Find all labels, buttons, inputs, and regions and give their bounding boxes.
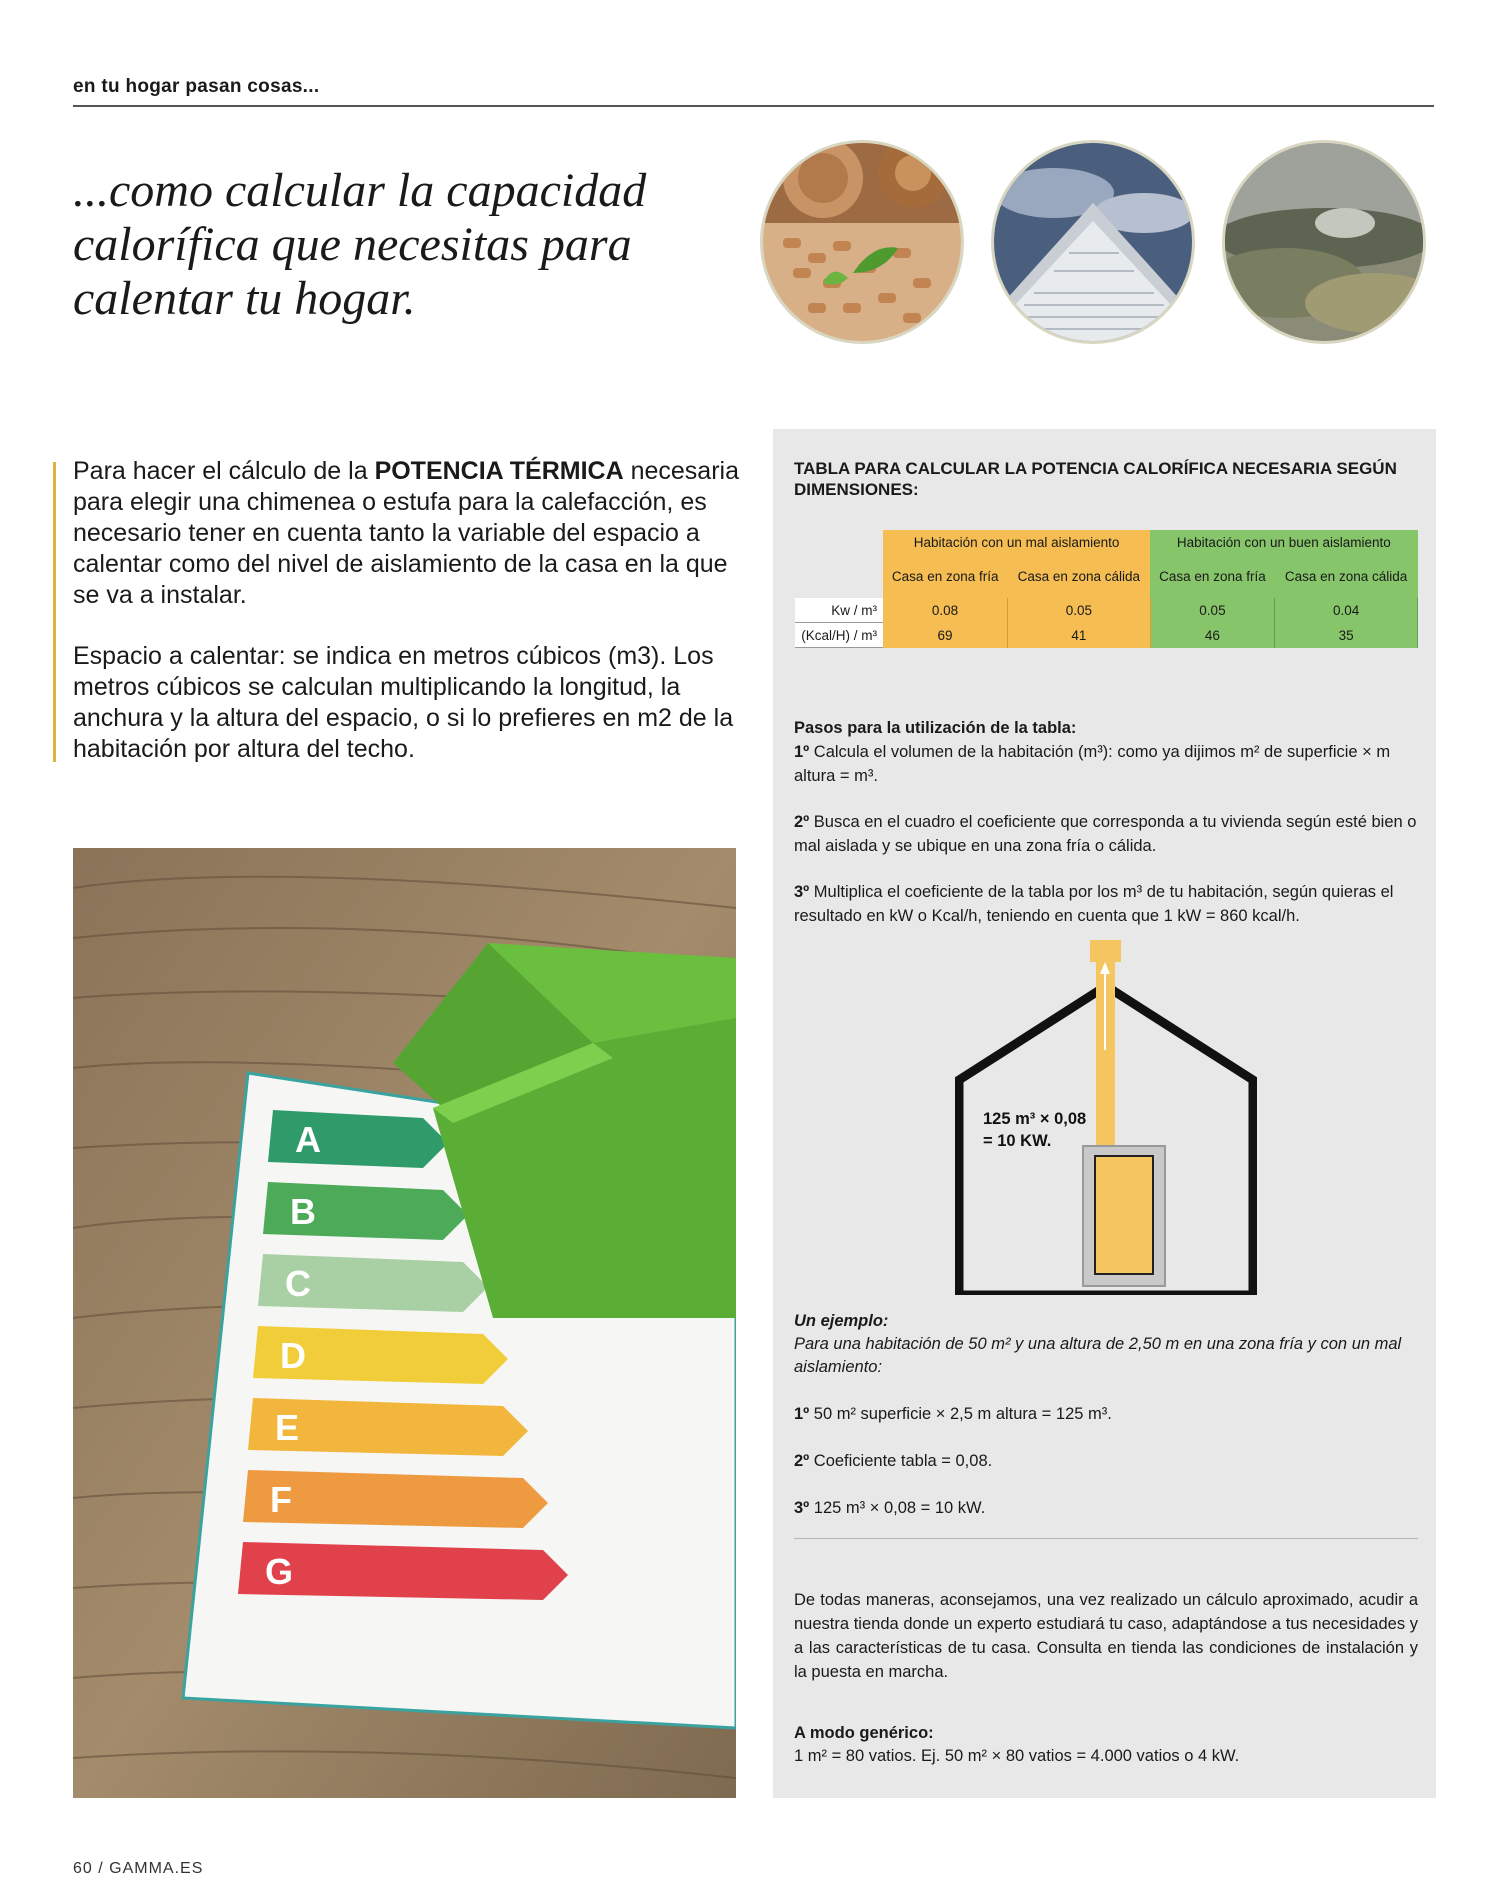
step-text: Multiplica el coeficiente de la tabla por los m³ de tu habitación, según quieras el resultado en kW o Kcal/h, teniendo en cuenta que 1 kW = 860 kcal/h. (794, 883, 1394, 925)
table-header-good-insulation: Habitación con un buen aislamiento (1150, 530, 1417, 554)
generic-note (794, 1722, 1418, 1768)
step-text: Busca en el cuadro el coeficiente que corresponda a tu vivienda según esté bien o mal aislada y se ubique en una zona fría o cálida. (794, 813, 1417, 855)
svg-text:B: B (290, 1191, 316, 1232)
table-cell: 0.04 (1275, 598, 1418, 623)
wood-pellets-image (760, 140, 964, 344)
table-row (795, 623, 1418, 648)
title-line-3: calentar tu hogar. (73, 272, 416, 325)
step-text: 125 m³ × 0,08 = 10 kW. (809, 1499, 986, 1517)
house-roof-image (991, 140, 1195, 344)
svg-text:E: E (275, 1407, 300, 1448)
svg-text:A: A (295, 1119, 321, 1160)
table-cell: 35 (1275, 623, 1418, 648)
step-2 (794, 810, 1418, 858)
title-line-2: calorífica que necesitas para (73, 218, 632, 271)
example-step-2 (794, 1450, 1418, 1473)
panel-divider (794, 1538, 1418, 1539)
steps-heading: Pasos para la utilización de la tabla: (794, 719, 1077, 737)
step-number: 3º (794, 883, 810, 901)
step-number: 2º (794, 1452, 810, 1470)
table-cell: 41 (1007, 623, 1150, 648)
page-title (73, 164, 713, 326)
step-number: 1º (794, 1405, 810, 1423)
example-section (794, 1310, 1418, 1544)
page-footer: 60 / GAMMA.ES (73, 1860, 204, 1877)
energy-label-photo (73, 848, 736, 1798)
step-1 (794, 740, 1418, 788)
coefficient-table (795, 530, 1418, 648)
table-cell: 0.05 (1007, 598, 1150, 623)
example-description: Para una habitación de 50 m² y una altura de 2,50 m en una zona fría y con un mal aislamiento: (794, 1335, 1402, 1376)
closing-paragraph: De todas maneras, aconsejamos, una vez realizado un cálculo aproximado, acudir a nuestra tienda donde un experto estudiará tu caso, adaptándose a tus necesidades y a las características de tu casa. Consulta en tienda las condiciones de instalación y la puesta en marcha. (794, 1591, 1418, 1681)
svg-text:C: C (285, 1263, 311, 1304)
landscape-image (1222, 140, 1426, 344)
intro-paragraph-2: Espacio a calentar: se indica en metros cúbicos (m3). Los metros cúbicos se calculan multiplicando la longitud, la anchura y la altura del espacio, o si lo prefieres en m2 de la habitación por altura del techo. (73, 642, 734, 763)
step-text: 50 m² superficie × 2,5 m altura = 125 m³. (809, 1405, 1112, 1423)
title-line-1: ...como calcular la capacidad (73, 164, 647, 217)
svg-text:F: F (270, 1479, 292, 1520)
svg-text:D: D (280, 1335, 306, 1376)
usage-steps (794, 716, 1418, 950)
table-row (795, 598, 1418, 623)
table-subheader: Casa en zona cálida (1275, 554, 1418, 598)
example-step-3 (794, 1497, 1418, 1520)
generic-text: 1 m² = 80 vatios. Ej. 50 m² × 80 vatios = 4.000 vatios o 4 kW. (794, 1747, 1240, 1765)
diagram-calc-line-2: = 10 KW. (983, 1132, 1052, 1150)
intro-paragraph-1 (73, 456, 753, 611)
table-title: TABLA PARA CALCULAR LA POTENCIA CALORÍFICA NECESARIA SEGÚN DIMENSIONES: (794, 459, 1397, 499)
intro-highlight: POTENCIA TÉRMICA (374, 457, 624, 485)
step-3 (794, 880, 1418, 928)
intro-text-start: Para hacer el cálculo de la (73, 457, 375, 485)
example-heading-text: Un ejemplo: (794, 1312, 889, 1330)
step-number: 2º (794, 813, 810, 831)
step-text: Calcula el volumen de la habitación (m³): como ya dijimos m² de superficie × m altura = m³. (794, 743, 1391, 785)
diagram-calc-line-1: 125 m³ × 0,08 (983, 1110, 1087, 1128)
step-number: 3º (794, 1499, 810, 1517)
table-subheader: Casa en zona cálida (1007, 554, 1150, 598)
table-cell: 46 (1150, 623, 1274, 648)
step-number: 1º (794, 743, 810, 761)
house-stove-diagram (955, 940, 1257, 1295)
row-label: (Kcal/H) / m³ (795, 623, 883, 648)
intro-text (73, 456, 753, 795)
step-text: Coeficiente tabla = 0,08. (809, 1452, 993, 1470)
table-cell: 0.08 (883, 598, 1007, 623)
example-step-1 (794, 1403, 1418, 1426)
intro-accent-bar (53, 462, 56, 762)
intro-text-end: necesaria para elegir una chimenea o estufa para la calefacción, es necesario tener en cuenta tanto la variable del espacio a calentar como del nivel de aislamiento de la casa en la que se va a instalar. (73, 457, 739, 609)
header-divider (73, 105, 1434, 107)
table-subheader: Casa en zona fría (883, 554, 1007, 598)
example-heading (794, 1310, 1418, 1333)
table-cell: 0.05 (1150, 598, 1274, 623)
table-subheader: Casa en zona fría (1150, 554, 1274, 598)
svg-text:G: G (265, 1551, 294, 1592)
table-cell: 69 (883, 623, 1007, 648)
table-header-bad-insulation: Habitación con un mal aislamiento (883, 530, 1150, 554)
generic-heading: A modo genérico: (794, 1724, 934, 1742)
row-label: Kw / m³ (795, 598, 883, 623)
section-label: en tu hogar pasan cosas... (73, 76, 320, 97)
